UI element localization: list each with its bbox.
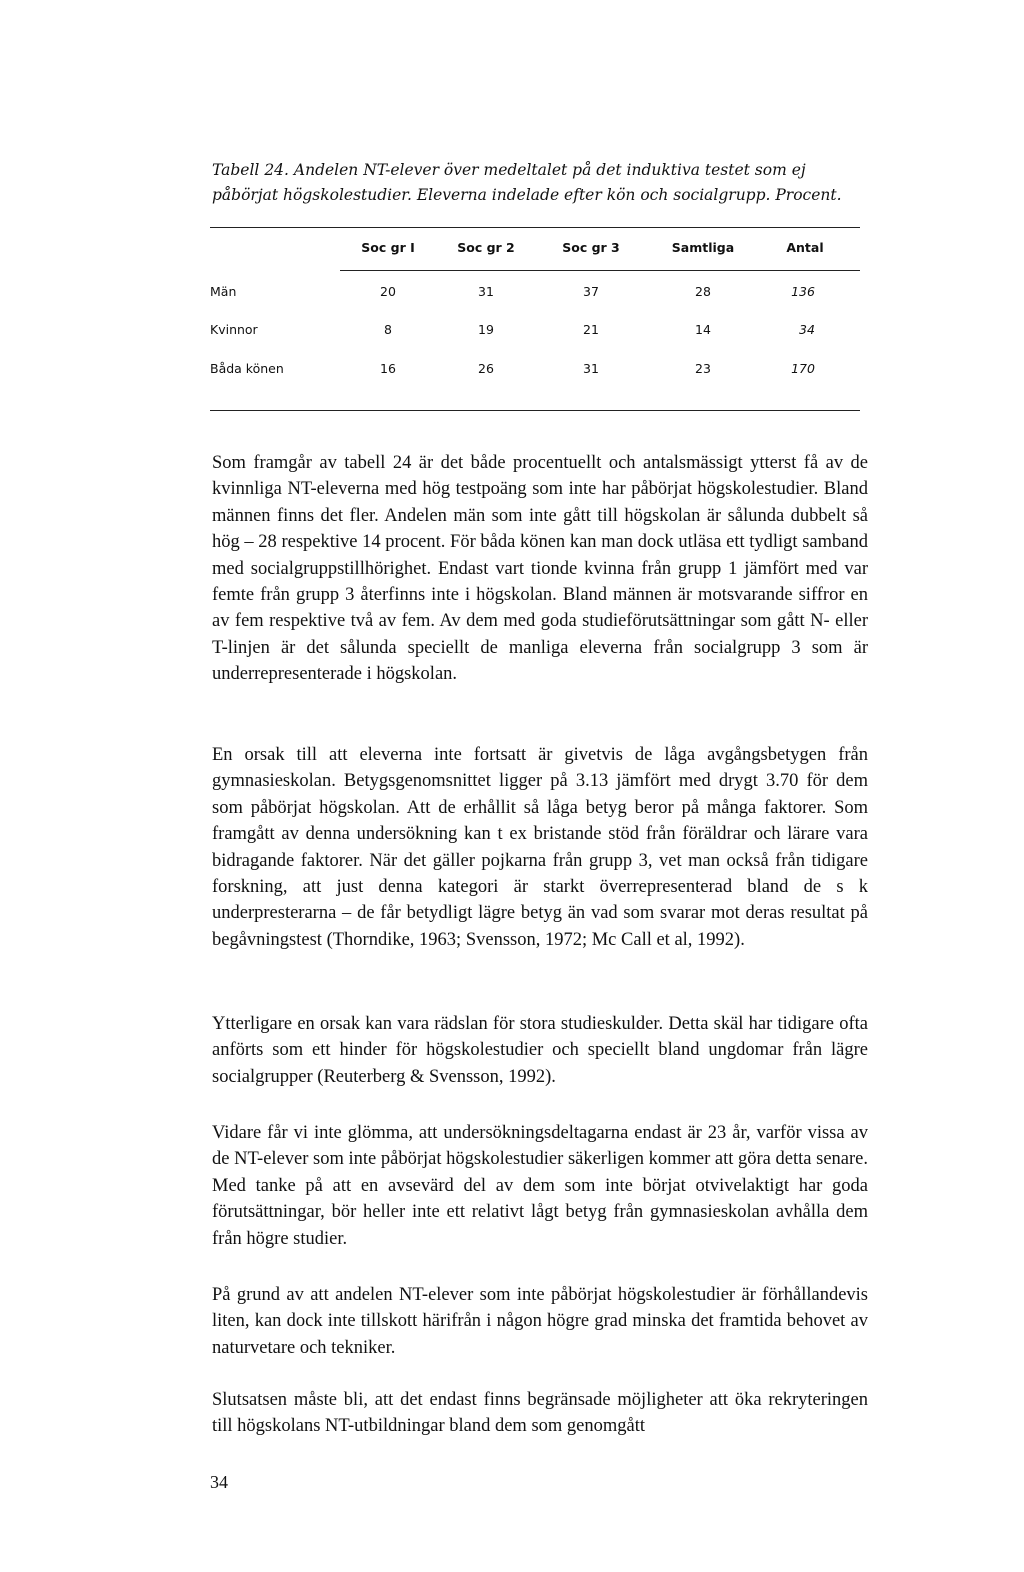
table-header-row (210, 240, 860, 260)
paragraph: En orsak till att eleverna inte fortsatt är givetvis de låga avgångsbetygen från gymnasieskolan. Betygsgenomsnittet ligger på 3.13 jämfört med drygt 3.70 för dem som påbörjat högskolan. Att de erhållit så låga betyg beror på många faktorer. Som framgått av denna undersökning kan t ex bristande stöd från föräldrar och lärare vara bidragande faktorer. När det gäller pojkarna från grupp 3, vet man också från tidigare forskning, att just denna kategori är starkt överrepresenterad bland de s k underpresterarna – de får betydligt lägre betyg än vad som svarar mot deras resultat på begåvningstest (Thorndike, 1963; Svensson, 1972; Mc Call et al, 1992). (212, 745, 868, 950)
table-header-rule (340, 270, 860, 271)
table-cell: 8 (384, 322, 392, 337)
table-row (210, 284, 860, 304)
table-cell: 31 (478, 284, 494, 299)
column-header: Soc gr 3 (562, 240, 620, 255)
paragraph: På grund av att andelen NT-elever som inte påbörjat högskolestudier är förhållandevis liten, kan dock inte tillskott härifrån i någon högre grad minska det framtida behovet av naturvetare och tekniker. (212, 1285, 868, 1358)
table-cell: 34 (799, 322, 815, 337)
table-row (210, 361, 860, 381)
paragraph: Ytterligare en orsak kan vara rädslan för stora studieskulder. Detta skäl har tidigare ofta anförts som ett hinder för högskolestudier och speciellt bland ungdomar från lägre socialgrupper (Reuterberg & Svensson, 1992). (212, 1014, 868, 1087)
column-header: Samtliga (671, 240, 735, 255)
paragraph: Som framgår av tabell 24 är det både procentuellt och antalsmässigt ytterst få av de kvinnliga NT-eleverna med hög testpoäng som inte har påbörjat högskolestudier. Bland männen finns det fler. Andelen män som inte gått till högskolan är sålunda dubbelt så hög – 28 respektive 14 procent. För båda könen kan man dock utläsa ett tydligt samband med socialgruppstillhörighet. Endast vart tionde kvinna från grupp 1 jämfört med var femte från grupp 3 återfinns inte i högskolan. Bland männen är motsvarande siffror en av fem respektive två av fem. Av dem med goda studieförutsättningar som gått N- eller T-linjen är det sålunda speciellt de manliga eleverna från socialgrupp 3 som är underrepresenterade i högskolan. (212, 453, 868, 685)
paragraph: Slutsatsen måste bli, att det endast finns begränsade möjligheter att öka rekryteringen till högskolans NT-utbildningar bland dem som genomgått (212, 1390, 868, 1437)
table-cell: 136 (791, 284, 815, 299)
table-top-rule (210, 227, 860, 228)
table-cell: 37 (583, 284, 599, 299)
row-label: Män (210, 284, 237, 299)
row-label: Kvinnor (210, 322, 258, 337)
table-caption: Tabell 24. Andelen NT-elever över medeltalet på det induktiva testet som ej påbörjat högskolestudier. Eleverna indelade efter kön och socialgrupp. Procent. (212, 161, 842, 204)
table-cell: 20 (380, 284, 396, 299)
table-cell: 31 (583, 361, 599, 376)
row-label: Båda könen (210, 361, 284, 376)
table-cell: 26 (478, 361, 494, 376)
table-cell: 19 (478, 322, 494, 337)
table-cell: 170 (791, 361, 815, 376)
column-header: Antal (786, 240, 824, 255)
table-cell: 16 (380, 361, 396, 376)
table-cell: 21 (583, 322, 599, 337)
table-row (210, 322, 860, 342)
column-header: Soc gr 2 (457, 240, 515, 255)
table-bottom-rule (210, 410, 860, 411)
table-cell: 28 (695, 284, 711, 299)
table-cell: 23 (695, 361, 711, 376)
table-cell: 14 (695, 322, 711, 337)
page-number: 34 (210, 1472, 228, 1492)
column-header: Soc gr I (361, 240, 415, 255)
paragraph: Vidare får vi inte glömma, att undersökningsdeltagarna endast är 23 år, varför vissa av de NT-elever som inte påbörjat högskolestudier säkerligen kommer att göra detta senare. Med tanke på att en avsevärd del av dem som inte börjat otvivelaktigt har goda förutsättningar, bör heller inte ett relativt lågt betyg från gymnasieskolan avhålla dem från högre studier. (212, 1123, 868, 1249)
